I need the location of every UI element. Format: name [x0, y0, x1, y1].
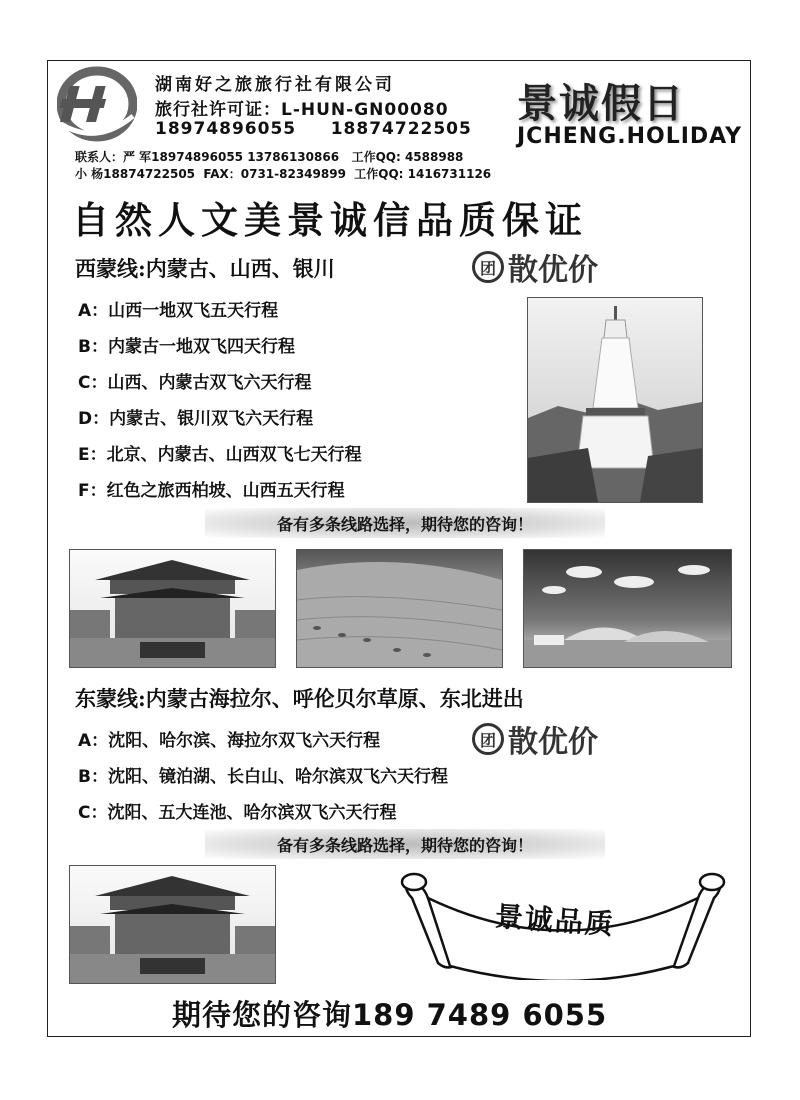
grassland-yurt-photo: [523, 549, 732, 668]
phone-2: 18874722505: [330, 119, 472, 139]
group-circle-icon: 团: [472, 251, 504, 283]
west-badge-text: 散优价: [508, 253, 598, 288]
contact-line-2: 小 杨18874722505 FAX：0731-82349899 工作QQ: 1416731126: [75, 167, 492, 181]
brand-name-cn: 景诚假日: [517, 80, 685, 127]
east-route-c: C：沈阳、五大连池、哈尔滨双飞六天行程: [78, 803, 397, 823]
travel-license: 旅行社许可证：L-HUN-GN00080: [155, 100, 449, 120]
temple-photo-2: [69, 865, 276, 984]
company-name: 湖南好之旅旅行社有限公司: [155, 75, 395, 95]
west-line-title: 西蒙线:内蒙古、山西、银川: [75, 256, 335, 281]
slogan: 自然人文美景诚信品质保证: [72, 198, 588, 242]
east-route-b: B：沈阳、镜泊湖、长白山、哈尔滨双飞六天行程: [78, 767, 448, 787]
west-route-c: C：山西、内蒙古双飞六天行程: [78, 373, 312, 393]
contact-line-1: 联系人：严 军18974896055 13786130866 工作QQ: 4588988: [75, 150, 464, 164]
company-logo-icon: [57, 66, 137, 142]
west-route-b: B：内蒙古一地双飞四天行程: [78, 337, 295, 357]
west-route-d: D：内蒙古、银川双飞六天行程: [78, 409, 314, 429]
east-route-a: A：沈阳、哈尔滨、海拉尔双飞六天行程: [78, 731, 381, 751]
white-pagoda-photo: [527, 297, 703, 503]
phone-1: 18974896055: [155, 119, 297, 139]
east-line-note: 备有多条线路选择，期待您的咨询！: [205, 829, 605, 859]
west-route-e: E：北京、内蒙古、山西双飞七天行程: [78, 445, 362, 465]
west-line-badge: [472, 245, 598, 289]
west-route-f: F：红色之旅西柏坡、山西五天行程: [78, 481, 345, 501]
temple-photo-1: [69, 549, 276, 668]
desert-photo: [296, 549, 503, 668]
group-circle-icon: 团: [472, 723, 504, 755]
west-line-note: 备有多条线路选择，期待您的咨询！: [205, 508, 605, 538]
east-line-title: 东蒙线:内蒙古海拉尔、呼伦贝尔草原、东北进出: [75, 686, 524, 711]
west-route-a: A：山西一地双飞五天行程: [78, 301, 279, 321]
company-phones: [155, 119, 472, 139]
footer-hotline: 期待您的咨询189 7489 6055: [172, 998, 608, 1032]
east-line-badge: [472, 717, 598, 761]
brand-name-en: JCHENG.HOLIDAY: [517, 124, 743, 149]
east-badge-text: 散优价: [508, 725, 598, 760]
ribbon-text: 景诚品质: [493, 899, 616, 942]
